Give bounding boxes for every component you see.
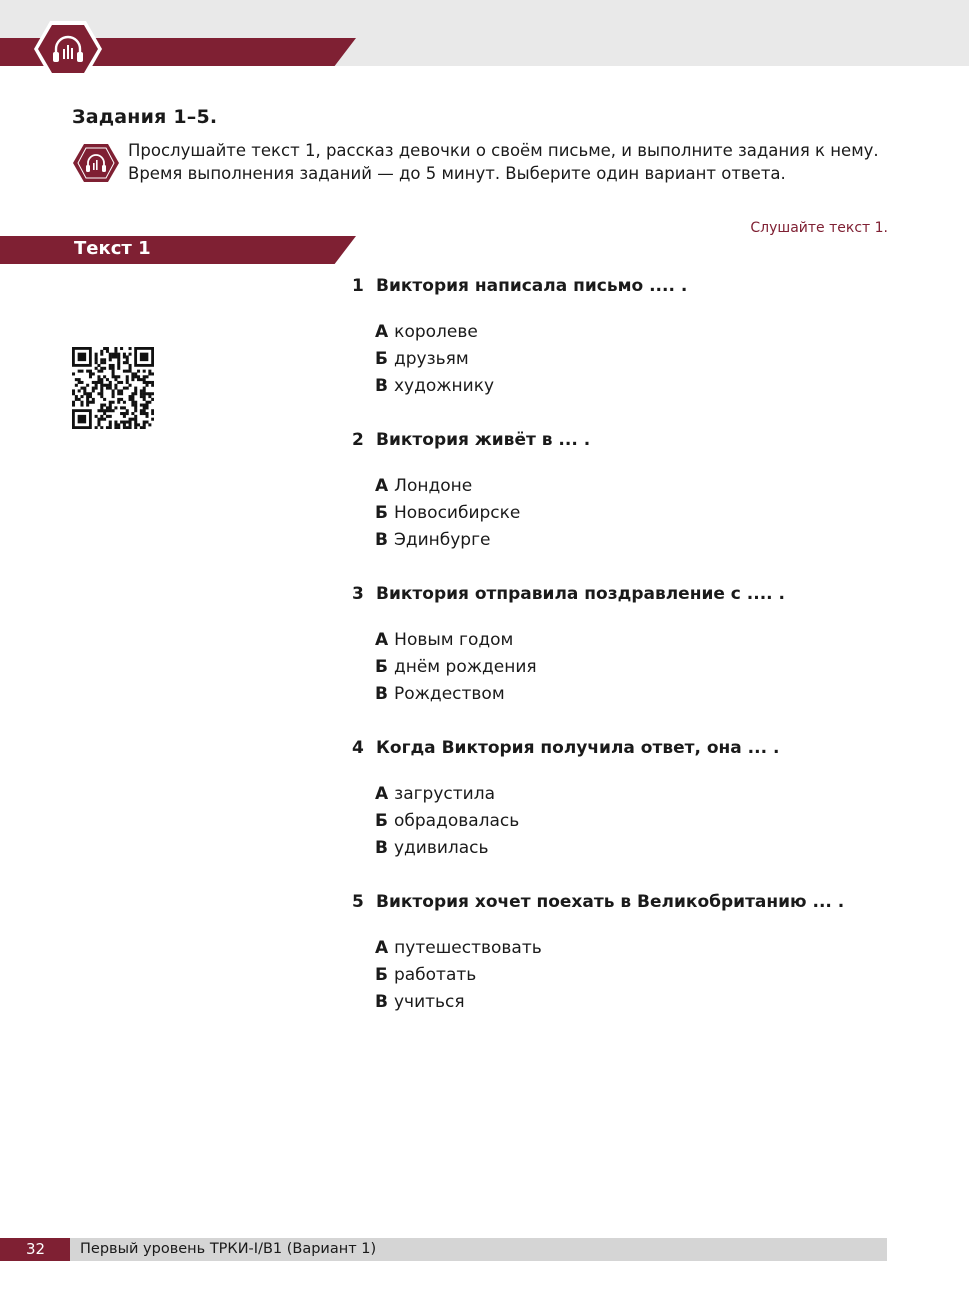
option-letter: А xyxy=(375,476,389,496)
question-item xyxy=(352,276,912,400)
option-letter: А xyxy=(375,322,389,342)
question-number: 4 xyxy=(352,738,364,758)
option-text: путешествовать xyxy=(394,938,542,958)
answer-option xyxy=(375,781,912,808)
question-number: 5 xyxy=(352,892,364,912)
listen-note: Слушайте текст 1. xyxy=(750,220,888,236)
question-heading xyxy=(352,738,912,764)
option-letter: Б xyxy=(375,811,388,831)
headphones-icon xyxy=(72,143,120,183)
option-letter: Б xyxy=(375,965,388,985)
question-number: 3 xyxy=(352,584,364,604)
answer-options xyxy=(352,781,912,862)
option-text: работать xyxy=(393,965,477,985)
option-letter: Б xyxy=(375,657,388,677)
option-letter: А xyxy=(375,630,389,650)
option-text: Эдинбурге xyxy=(393,530,491,550)
question-number: 2 xyxy=(352,430,364,450)
question-item xyxy=(352,584,912,708)
option-text: удивилась xyxy=(393,838,489,858)
answer-options xyxy=(352,627,912,708)
answer-option xyxy=(375,962,912,989)
option-text: учиться xyxy=(393,992,465,1012)
answer-option xyxy=(375,681,912,708)
option-letter: А xyxy=(375,938,389,958)
answer-option xyxy=(375,808,912,835)
option-text: загрустила xyxy=(394,784,495,804)
question-text: Виктория написала письмо .... . xyxy=(376,276,688,296)
task-instructions xyxy=(128,139,890,185)
question-heading xyxy=(352,430,912,456)
option-letter: В xyxy=(375,530,388,550)
option-text: днём рождения xyxy=(393,657,537,677)
option-letter: В xyxy=(375,992,388,1012)
option-letter: Б xyxy=(375,503,388,523)
question-text: Когда Виктория получила ответ, она ... . xyxy=(376,738,780,758)
answer-options xyxy=(352,935,912,1016)
section-label: Текст 1 xyxy=(74,238,151,259)
headphones-icon xyxy=(32,19,104,79)
question-text: Виктория хочет поехать в Великобританию ... . xyxy=(376,892,845,912)
option-letter: В xyxy=(375,684,388,704)
task-title: Задания 1–5. xyxy=(72,106,218,128)
option-text: художнику xyxy=(393,376,495,396)
answer-option xyxy=(375,527,912,554)
qr-code-icon xyxy=(72,347,154,429)
option-letter: В xyxy=(375,376,388,396)
question-heading xyxy=(352,892,912,918)
option-letter: Б xyxy=(375,349,388,369)
question-list xyxy=(352,276,912,1046)
option-text: Новосибирске xyxy=(393,503,521,523)
option-text: обрадовалась xyxy=(393,811,520,831)
answer-option xyxy=(375,473,912,500)
answer-option xyxy=(375,654,912,681)
option-text: королеве xyxy=(394,322,478,342)
answer-option xyxy=(375,835,912,862)
option-text: Рождеством xyxy=(393,684,505,704)
answer-option xyxy=(375,935,912,962)
question-number: 1 xyxy=(352,276,364,296)
question-heading xyxy=(352,276,912,302)
footer-title: Первый уровень ТРКИ-I/B1 (Вариант 1) xyxy=(80,1241,377,1257)
option-letter: В xyxy=(375,838,388,858)
answer-option xyxy=(375,346,912,373)
answer-option xyxy=(375,627,912,654)
answer-option xyxy=(375,373,912,400)
option-letter: А xyxy=(375,784,389,804)
page-number: 32 xyxy=(0,1238,70,1261)
question-text: Виктория отправила поздравление с .... . xyxy=(376,584,786,604)
question-text: Виктория живёт в ... . xyxy=(376,430,591,450)
answer-option xyxy=(375,500,912,527)
option-text: Лондоне xyxy=(394,476,473,496)
answer-options xyxy=(352,319,912,400)
answer-options xyxy=(352,473,912,554)
option-text: друзьям xyxy=(393,349,469,369)
section-band xyxy=(0,236,356,264)
question-item xyxy=(352,430,912,554)
answer-option xyxy=(375,319,912,346)
answer-option xyxy=(375,989,912,1016)
option-text: Новым годом xyxy=(394,630,514,650)
instruction-line: Время выполнения заданий — до 5 минут. Выберите один вариант ответа. xyxy=(128,164,786,183)
instruction-line: Прослушайте текст 1, рассказ девочки о своём письме, и выполните задания к нему. xyxy=(128,141,879,160)
question-item xyxy=(352,738,912,862)
question-heading xyxy=(352,584,912,610)
question-item xyxy=(352,892,912,1016)
